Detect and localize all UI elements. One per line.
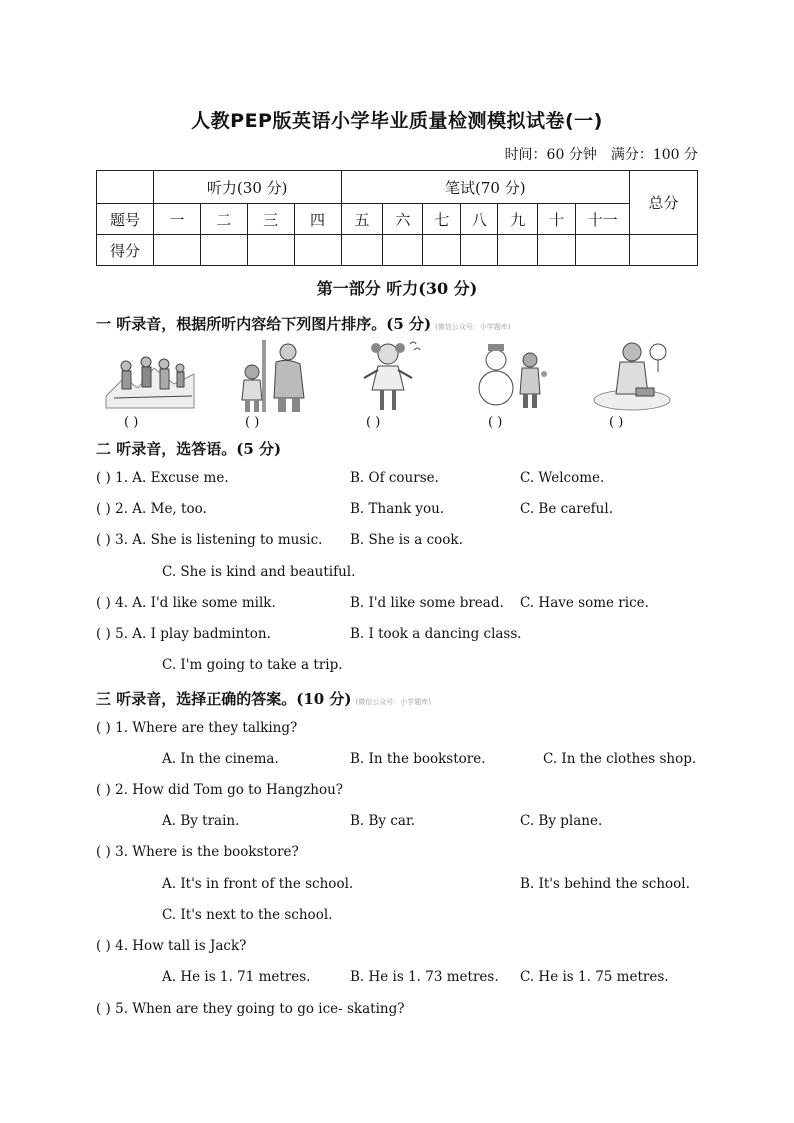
option-c: C. In the clothes shop.: [543, 751, 697, 767]
answer-blank[interactable]: ( ): [124, 415, 139, 430]
question-stem: ( ) 2. A. Me, too.: [96, 501, 207, 517]
time-limit: 时间：60 分钟: [504, 147, 597, 163]
col-number: 十一: [576, 204, 630, 235]
option-c: C. Welcome.: [520, 470, 605, 486]
score-cell[interactable]: [383, 235, 423, 266]
option-b: B. Thank you.: [350, 501, 445, 517]
watermark: (微信公众号：小学题库): [435, 323, 511, 331]
total-header: 总分: [630, 171, 698, 235]
question-stem: ( ) 2. How did Tom go to Hangzhou?: [96, 782, 344, 798]
option-a: A. By train.: [162, 813, 240, 829]
answer-blank[interactable]: ( ): [366, 415, 381, 430]
writing-header: 笔试(70 分): [341, 171, 630, 204]
answer-blank[interactable]: ( ): [245, 415, 260, 430]
question-stem: ( ) 3. Where is the bookstore?: [96, 844, 299, 860]
option-b: B. By car.: [350, 813, 416, 829]
woman-cooking-picture: [592, 338, 684, 414]
score-cell[interactable]: [576, 235, 630, 266]
score-cell[interactable]: [247, 235, 294, 266]
empty-corner: [97, 171, 154, 204]
option-b: B. He is 1. 73 metres.: [350, 969, 499, 985]
option-c: C. It's next to the school.: [162, 907, 333, 923]
total-score-cell[interactable]: [630, 235, 698, 266]
option-b: B. I took a dancing class.: [350, 626, 522, 642]
score-cell[interactable]: [153, 235, 200, 266]
option-a: A. In the cinema.: [162, 751, 279, 767]
time-info: [505, 144, 698, 164]
question-stem: ( ) 1. Where are they talking?: [96, 720, 298, 736]
col-number: 三: [247, 204, 294, 235]
girl-picture: [348, 338, 440, 414]
watermark: (微信公众号：小学题库): [355, 698, 431, 706]
section-2-heading: 二 听录音，选答语。(5 分): [96, 440, 282, 458]
option-b: B. I'd like some bread.: [350, 595, 504, 611]
option-b: B. In the bookstore.: [350, 751, 486, 767]
section-1-heading: 一 听录音，根据所听内容给下列图片排序。(5 分) (微信公众号：小学题库): [96, 315, 511, 333]
option-a: A. It's in front of the school.: [162, 876, 354, 892]
col-number: 一: [153, 204, 200, 235]
col-number: 七: [423, 204, 461, 235]
score-cell[interactable]: [461, 235, 498, 266]
part-one-title: 第一部分 听力(30 分): [316, 279, 478, 298]
score-cell[interactable]: [423, 235, 461, 266]
option-c: C. By plane.: [520, 813, 603, 829]
answer-blank[interactable]: ( ): [609, 415, 624, 430]
option-c: C. He is 1. 75 metres.: [520, 969, 669, 985]
option-c: C. Be careful.: [520, 501, 613, 517]
option-c: C. I'm going to take a trip.: [162, 657, 343, 673]
question-stem: ( ) 5. A. I play badminton.: [96, 626, 271, 642]
col-number: 四: [294, 204, 341, 235]
question-stem: ( ) 4. A. I'd like some milk.: [96, 595, 276, 611]
option-a: A. He is 1. 71 metres.: [162, 969, 311, 985]
col-number: 十: [538, 204, 576, 235]
option-b: B. Of course.: [350, 470, 439, 486]
option-b: B. It's behind the school.: [520, 876, 690, 892]
grandpa-and-girl-picture: [228, 338, 320, 414]
col-number: 五: [341, 204, 383, 235]
score-cell[interactable]: [538, 235, 576, 266]
row-label-score: 得分: [97, 235, 154, 266]
option-c: C. She is kind and beautiful.: [162, 564, 356, 580]
section-3-heading: 三 听录音，选择正确的答案。(10 分) (微信公众号：小学题库): [96, 690, 431, 708]
question-stem: ( ) 1. A. Excuse me.: [96, 470, 229, 486]
answer-blank[interactable]: ( ): [488, 415, 503, 430]
full-score: 满分：100 分: [610, 147, 698, 163]
question-stem: ( ) 4. How tall is Jack?: [96, 938, 247, 954]
col-number: 二: [200, 204, 247, 235]
option-b: B. She is a cook.: [350, 532, 463, 548]
question-stem: ( ) 5. When are they going to go ice- skating?: [96, 1001, 405, 1017]
score-cell[interactable]: [294, 235, 341, 266]
exam-title: 人教PEP版英语小学毕业质量检测模拟试卷(一): [191, 110, 603, 132]
score-table: [96, 170, 698, 266]
score-cell[interactable]: [498, 235, 538, 266]
col-number: 九: [498, 204, 538, 235]
question-stem: ( ) 3. A. She is listening to music.: [96, 532, 323, 548]
row-label-number: 题号: [97, 204, 154, 235]
listening-header: 听力(30 分): [153, 171, 341, 204]
skiing-family-picture: [104, 338, 196, 414]
snowman-picture: [468, 338, 560, 414]
col-number: 八: [461, 204, 498, 235]
score-cell[interactable]: [200, 235, 247, 266]
col-number: 六: [383, 204, 423, 235]
score-cell[interactable]: [341, 235, 383, 266]
option-c: C. Have some rice.: [520, 595, 649, 611]
